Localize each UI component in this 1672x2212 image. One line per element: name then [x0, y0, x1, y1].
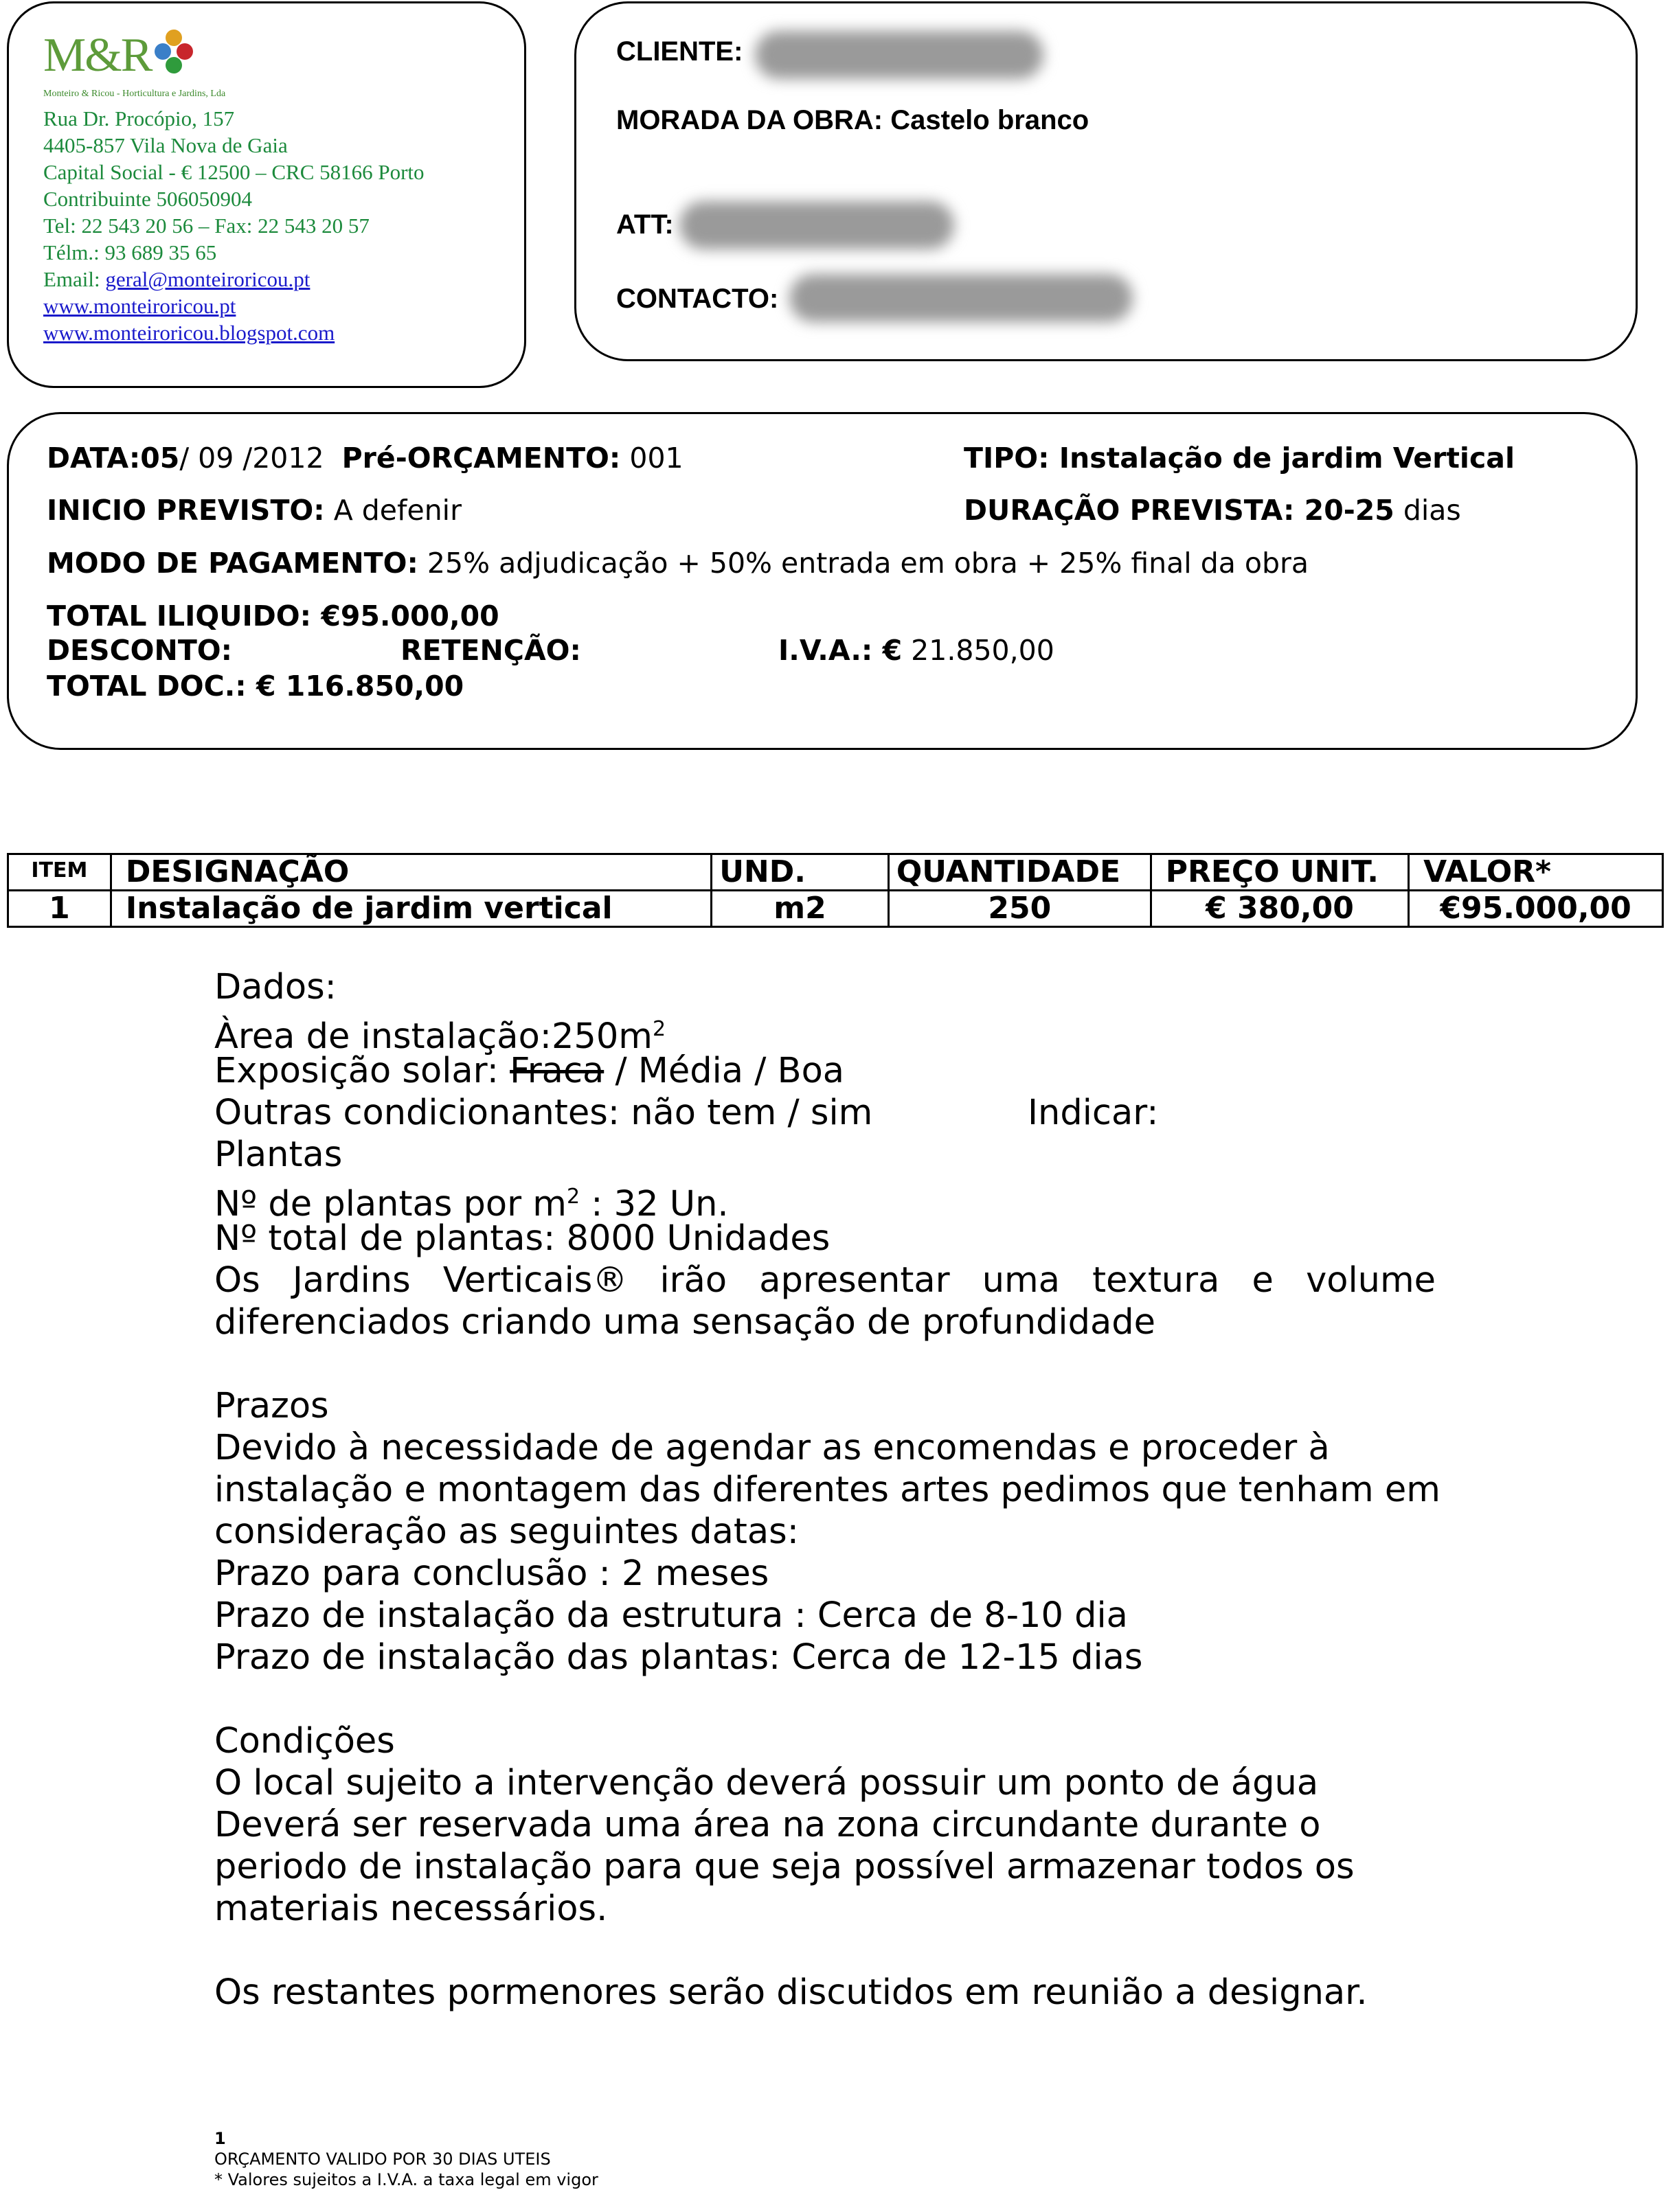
jardins-word: apresentar: [759, 1260, 950, 1301]
website-link[interactable]: www.monteiroricou.pt: [43, 294, 236, 318]
condicoes-line-3: periodo de instalação para que seja possível armazenar todos os: [214, 1847, 1355, 1887]
company-address-2: 4405-857 Vila Nova de Gaia: [43, 133, 288, 157]
redacted-client: [755, 31, 1043, 79]
header-und: UND.: [712, 854, 889, 891]
company-capital: Capital Social - € 12500 – CRC 58166 Porto: [43, 160, 425, 184]
jardins-word: uma: [982, 1260, 1060, 1301]
pagamento-label: MODO DE PAGAMENTO:: [47, 547, 418, 580]
company-logo: [43, 28, 226, 99]
jardins-word: volume: [1306, 1260, 1436, 1301]
page-number: 1: [214, 2129, 226, 2148]
preorcamento-value: 001: [629, 442, 684, 475]
logo-text: M&R: [43, 29, 152, 82]
company-contribuinte: Contribuinte 506050904: [43, 187, 252, 211]
exposicao-label: Exposição solar:: [214, 1051, 510, 1091]
prazos-title: Prazos: [214, 1386, 329, 1426]
company-address-1: Rua Dr. Procópio, 157: [43, 106, 235, 130]
jardins-word: irão: [659, 1260, 727, 1301]
plantas-m2-superscript: 2: [566, 1185, 580, 1209]
table-header-row: [8, 854, 1663, 891]
restantes-line: Os restantes pormenores serão discutidos em reunião a designar.: [214, 1972, 1368, 2013]
cell-designacao: Instalação de jardim vertical: [111, 891, 711, 927]
total-plantas-line: Nº total de plantas: 8000 Unidades: [214, 1218, 831, 1259]
data-rest: / 09 /2012: [179, 442, 324, 475]
condicoes-title: Condições: [214, 1721, 395, 1761]
retencao-label: RETENÇÃO:: [400, 634, 581, 667]
jardins-word: Verticais®: [442, 1260, 628, 1301]
area-superscript: 2: [652, 1017, 666, 1041]
logo-subtitle: Monteiro & Ricou - Horticultura e Jardins, Lda: [43, 89, 226, 99]
header-designacao: DESIGNAÇÃO: [111, 854, 711, 891]
contacto-label: CONTACTO:: [616, 284, 779, 314]
iva-value: 21.850,00: [911, 634, 1054, 667]
jardins-line-2: diferenciados criando uma sensação de profundidade: [214, 1302, 1155, 1343]
area-label: Àrea de instalação:250m: [214, 1016, 653, 1057]
condicoes-line-4: materiais necessários.: [214, 1889, 608, 1929]
inicio-label: INICIO PREVISTO:: [47, 494, 325, 527]
cell-und: m2: [712, 891, 889, 927]
plantas-m2-a: Nº de plantas por m: [214, 1184, 567, 1224]
cell-item: 1: [8, 891, 111, 927]
iva-note: * Valores sujeitos a I.V.A. a taxa legal em vigor: [214, 2170, 598, 2189]
budget-summary-box: [7, 412, 1638, 750]
pagamento-line: [47, 547, 1309, 580]
tipo-label: TIPO: Instalação de jardim Vertical: [964, 442, 1515, 475]
email-label: Email:: [43, 267, 106, 291]
plantas-title: Plantas: [214, 1134, 343, 1175]
data-day: 05: [140, 442, 180, 475]
iva-line: [778, 634, 1054, 667]
jardins-word: textura: [1092, 1260, 1220, 1301]
prazos-line-2: instalação e montagem das diferentes artes pedimos que tenham em: [214, 1470, 1441, 1510]
company-info-box: [7, 1, 526, 388]
flower-icon: [153, 28, 194, 83]
exposicao-strike: Fraca: [510, 1051, 605, 1091]
cell-quantidade: 250: [888, 891, 1151, 927]
morada-line: [616, 105, 1089, 136]
total-doc: TOTAL DOC.: € 116.850,00: [47, 670, 464, 703]
header-quantidade: QUANTIDADE: [888, 854, 1151, 891]
email-link[interactable]: geral@monteiroricou.pt: [105, 267, 310, 291]
indicar-label: Indicar:: [1028, 1093, 1159, 1133]
prazo-plantas: Prazo de instalação das plantas: Cerca de 12-15 dias: [214, 1637, 1143, 1678]
duracao-unit: dias: [1403, 494, 1461, 527]
header-item: ITEM: [8, 854, 111, 891]
redacted-att: [679, 201, 954, 249]
prazos-line-1: Devido à necessidade de agendar as encomendas e proceder à: [214, 1428, 1330, 1468]
data-label: DATA:: [47, 442, 141, 475]
dados-title: Dados:: [214, 967, 337, 1007]
cell-valor: €95.000,00: [1409, 891, 1663, 927]
company-email-line: [43, 267, 310, 292]
prazos-line-3: consideração as seguintes datas:: [214, 1512, 799, 1552]
preorcamento-label: Pré-ORÇAMENTO:: [341, 442, 621, 475]
company-tel: Tel: 22 543 20 56 – Fax: 22 543 20 57: [43, 214, 370, 238]
total-iliquido: TOTAL ILIQUIDO: €95.000,00: [47, 600, 499, 632]
client-info-box: [574, 1, 1638, 361]
inicio-value: A defenir: [333, 494, 462, 527]
inicio-line: [47, 494, 462, 527]
iva-label: I.V.A.: €: [778, 634, 903, 667]
duracao-label: DURAÇÃO PREVISTA: 20-25: [964, 494, 1394, 527]
blog-link[interactable]: www.monteiroricou.blogspot.com: [43, 321, 335, 345]
validade-note: ORÇAMENTO VALIDO POR 30 DIAS UTEIS: [214, 2150, 551, 2169]
morada-label: MORADA DA OBRA:: [616, 105, 883, 135]
company-telm: Télm.: 93 689 35 65: [43, 240, 217, 264]
table-row: [8, 891, 1663, 927]
jardins-word: e: [1252, 1260, 1274, 1301]
cliente-label: CLIENTE:: [616, 36, 743, 67]
prazo-estrutura: Prazo de instalação da estrutura : Cerca de 8-10 dia: [214, 1595, 1128, 1636]
cell-preco-unit: € 380,00: [1151, 891, 1408, 927]
desconto-label: DESCONTO:: [47, 634, 233, 667]
condicoes-line-1: O local sujeito a intervenção deverá possuir um ponto de água: [214, 1763, 1319, 1803]
jardins-word: Os: [214, 1260, 260, 1301]
data-line: [47, 442, 684, 475]
att-label: ATT:: [616, 209, 674, 240]
condicoes-line-2: Deverá ser reservada uma área na zona circundante durante o: [214, 1805, 1321, 1845]
pagamento-value: 25% adjudicação + 50% entrada em obra + 25% final da obra: [427, 547, 1309, 580]
exposicao-rest: / Média / Boa: [604, 1051, 845, 1091]
plantas-m2-b: : 32 Un.: [580, 1184, 729, 1224]
jardins-line-1: [214, 1260, 1436, 1301]
morada-value: Castelo branco: [890, 105, 1089, 135]
redacted-contacto: [789, 274, 1133, 322]
header-preco-unit: PREÇO UNIT.: [1151, 854, 1408, 891]
exposicao-line: [214, 1051, 844, 1092]
outras-line: Outras condicionantes: não tem / sim: [214, 1093, 873, 1133]
header-valor: VALOR*: [1409, 854, 1663, 891]
prazo-conclusao: Prazo para conclusão : 2 meses: [214, 1553, 769, 1594]
jardins-word: Jardins: [292, 1260, 411, 1301]
items-table: [7, 853, 1664, 928]
duracao-line: [964, 494, 1461, 527]
